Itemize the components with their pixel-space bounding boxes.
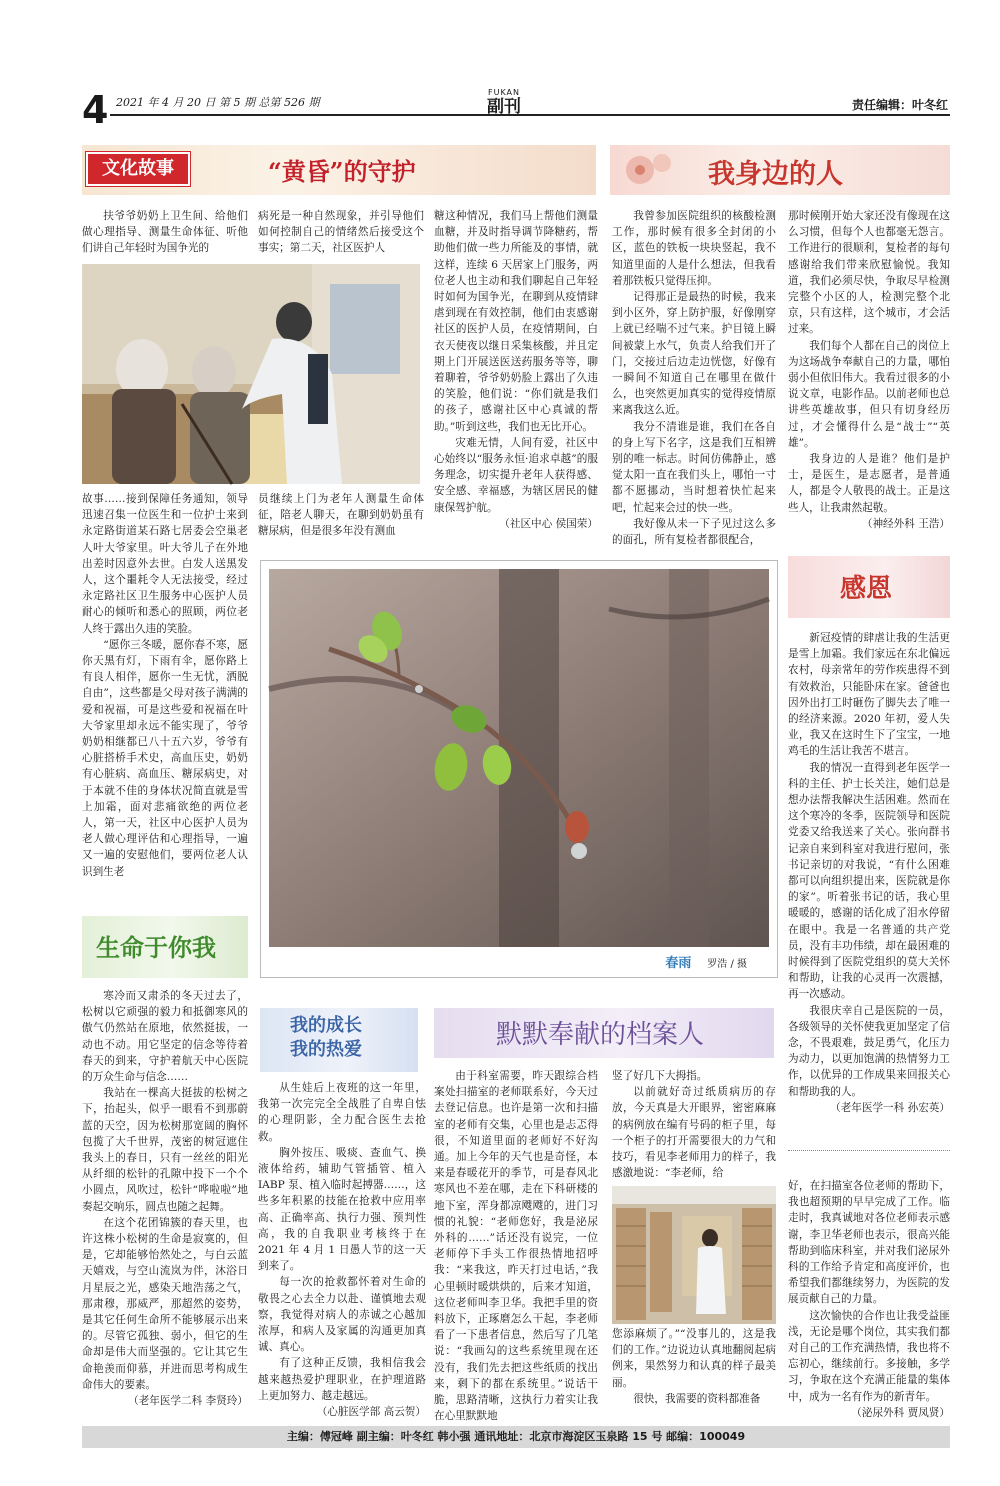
story2-title: 我身边的人 [708, 159, 843, 190]
story6-col3 [788, 1178, 950, 1419]
paragraph: 我曾参加医院组织的核酸检测工作，那时候有很多全封闭的小区，蓝色的铁板一块块竖起，我不知道里面的人是什么想法，但我看着那铁板只觉得压抑。 [612, 210, 776, 287]
paragraph: 好，在扫描室各位老师的帮助下，我也超预期的早早完成了工作。临走时，我真诚地对各位老师表示感谢，李卫华老师也表示，很高兴能帮助到临床科室，并对我们泌尿外科的工作给予肯定和高度评价，也希望我们都继续努力，为医院的发展贡献自己的力量。 [788, 1180, 950, 1306]
footer-credits: 主编：傅冠峰 副主编：叶冬红 韩小强 通讯地址：北京市海淀区玉泉路 15 号 邮编：100049 [82, 1426, 950, 1448]
story1-title: “黄昏”的守护 [268, 157, 416, 186]
story5-title-line1: 我的成长 [290, 1015, 362, 1036]
story3-body [788, 630, 950, 1114]
issue-date: 2021 年 4 月 20 日 第 5 期 总第 526 期 [116, 96, 320, 109]
signature: （心脏医学部 高云贺） [316, 1406, 426, 1419]
signature: （老年医学一科 孙宏英） [830, 1101, 950, 1114]
responsible-editor: 责任编辑：叶冬红 [851, 98, 948, 112]
paragraph: 胸外按压、吸痰、查血气、换液体给药，辅助气管插管、植入 IABP 泵、植入临时起搏器……，这些多年积累的技能在抢救中应用率高、正确率高、执行力强、预判性高，我的自我职业考核终于在 2021 年 4 月 1 日愚人节的这一天到来了。 [258, 1146, 426, 1273]
masthead-zh: 副刊 [487, 97, 521, 117]
paragraph: 在这个花团锦簇的春天里，也许这株小松树的生命是寂寞的，但是，它却能够怡然处之，与白云蓝天嬉戏，与空山流岚为伴，沐浴日月星辰之光，感染天地浩荡之气，那肃穆，那威严，那超然的姿势，是其它任何生命所不能够展示出来的。尽管它孤独、弱小，但它的生命却是伟大而坚强的。它让其它生命艳羡而仰慕，并进而思考构成生命伟大的要素。 [82, 1216, 248, 1391]
paragraph: 很快，我需要的资料都准备 [633, 1392, 761, 1405]
signature: （社区中心 侯国荣） [499, 517, 598, 530]
masthead-en: FUKAN [487, 88, 521, 97]
paragraph: 每一次的抢救都怀着对生命的敬畏之心去全力以赴、谨慎地去观察，我觉得对病人的赤诚之心越加浓厚，和病人及家属的沟通更加真诚、真心。 [258, 1276, 426, 1354]
story4-title: 生命于你我 [96, 933, 216, 962]
story1-col2-bottom [258, 491, 424, 543]
story5-title-line2: 我的热爱 [290, 1039, 362, 1060]
spring-rain-photo [269, 569, 769, 947]
paragraph: 扶爷爷奶奶上卫生间、给他们做心理指导、测量生命体征、听他们讲自己年轻时为国争光的 [82, 210, 248, 255]
story5-title [290, 1014, 362, 1062]
paragraph: 竖了好几下大拇指。 [612, 1070, 708, 1082]
paragraph: 那时候刚开始大家还没有像现在这么习惯，但每个人也都毫无怨言。工作进行的很顺利，复检者的每句感谢给我们带来欣慰愉悦。我知道，我们必须尽快，争取尽早检测完整个小区的人，检测完整个北京，只有这样，这个城市，才会活过来。 [788, 210, 950, 336]
story1-col2-top [258, 208, 424, 260]
paragraph: 我的情况一直得到老年医学一科的主任、护士长关注，她们总是想办法帮我解决生活困难。然而在这个寒冷的冬季，医院领导和医院党委又给我送来了关心。张向群书记亲自来到科室对我进行慰问，张书记亲切的对我说，“有什么困难都可以向组织提出来，医院就是你的家”。听着张书记的话，我心里暖暖的，感谢的话化成了泪水停留在眼中。我是一名普通的共产党员，没有丰功伟绩，却在最困难的时候得到了医院党组织的莫大关怀和帮助，让我的心灵再一次震撼，再一次感动。 [788, 761, 950, 1001]
signature: （神经外科 王浩） [861, 517, 950, 530]
story6-col1 [434, 1068, 598, 1423]
paragraph: 新冠疫情的肆虐让我的生活更是雪上加霜。我们家远在东北偏远农村，母亲常年的劳作疾患得不到有效救治，只能卧床在家。爸爸也因外出打工时砸伤了脚失去了唯一的经济来源。2020 年初，爱人失业，我又在这时生下了宝宝，一地鸡毛的生活让我苦不堪言。 [788, 632, 950, 758]
paragraph: 我好像从未一下子见过这么多的面孔，所有复检者都很配合， [612, 517, 776, 547]
paragraph: 糖这种情况，我们马上帮他们测量血糖，并及时指导调节降糖药，帮助他们做一些力所能及的事情，就这样，连续 6 天居家上门服务，两位老人也主动和我们聊起自己年轻时如何为国争光，在聊到从疫情肆虐到现在有效控制，他们由衷感谢社区的医护人员，在疫情期间，白衣天使夜以继日采集核酸，并且定期上门开展送医送药服务等等，聊着聊着，爷爷奶奶脸上露出了久违的笑脸，他们说：“你们就是我们的孩子，感谢社区中心真诚的帮助。”听到这些，我们也无比开心。 [434, 210, 598, 433]
story6-col2-bottom [612, 1326, 776, 1408]
section-tag: 文化故事 [86, 152, 190, 186]
paragraph: 我很庆幸自己是医院的一员，各级领导的关怀使我更加坚定了信念，不畏艰难，鼓足勇气，化压力为动力，以更加饱满的热情努力工作，以优异的工作成果来回报关心和帮助我的人。 [788, 1004, 950, 1098]
paragraph: 故事……接到保障任务通知，领导迅速召集一位医生和一位护士来到永定路街道某石路七居委会空巢老人叶大爷家里。叶大爷儿子在外地出差时因意外去世。白发人送黑发人，这个噩耗令人无法接受，经过永定路社区卫生服务中心医护人员耐心的倾听和悉心的照顾，两位老人终于露出久违的笑脸。 [82, 493, 248, 635]
paragraph: 灾难无情，人间有爱，社区中心始终以“服务永恒·追求卓越”的服务理念，切实提升老年人获得感、安全感、幸福感，为辖区居民的健康保驾护航。 [434, 436, 598, 514]
paragraph: 由于科室需要，昨天跟综合档案处扫描室的老师联系好，今天过去登记信息。也许是第一次和扫描室的老师有交集，心里也是忐忑得很，不知道里面的老师好不好沟通。加上今年的天气也是奇怪，本来是春暖花开的季节，可是春风北寒风也不差在哪，走在下科研楼的地下室，浑身都凉飕飕的，进门习惯的礼貌：“老师您好，我是泌尿外科的……”话还没有说完，一位老师停下手头工作很热情地招呼我：“来我这，昨天打过电话，”我心里顿时暖烘烘的，后来才知道，这位老师叫李卫华。我把手里的资料放下，正琢磨怎么干起，李老师看了一下患者信息，然后写了几笔说：“我画勾的这些系统里现在还没有，我们先去把这些纸质的找出来，剩下的都在系统里。”说话干脆，思路清晰，这执行力着实让我在心里默默地 [434, 1070, 598, 1423]
story1-col3 [434, 208, 598, 548]
photo-caption [665, 952, 747, 971]
spring-rain-photo-frame [260, 560, 778, 978]
paragraph: 这次愉快的合作也让我受益匪浅，无论是哪个岗位，其实我们都对自己的工作充满热情，我也将不忘初心，继续前行。多接触，多学习，争取在这个充满正能量的集体中，成为一名有作为的新青年。 [788, 1309, 950, 1403]
flower-decoration-icon [610, 145, 700, 195]
page-number: 4 [82, 88, 109, 132]
paragraph: “愿你三冬暖，愿你春不寒，愿你天黑有灯，下雨有伞，愿你路上有良人相伴，愿你一生无忧，洒脱自由”，这些都是父母对孩子满满的爱和祝福，可是这些爱和祝福在叶大爷家里却永远不能实现了，爷爷奶奶相继都已八十五六岁，爷爷有心脏搭桥手术史，高血压史，奶奶有心脏病、高血压、糖尿病史，对于本就不佳的身体状况简直就是雪上加霜，面对悲痛欲绝的两位老人，第一天，社区中心医护人员为老人做心理评估和心理指导，一遍又一遍的安慰他们，要两位老人认识到生老 [82, 638, 248, 878]
story6-title: 默默奉献的档案人 [496, 1020, 705, 1050]
paragraph: 我们每个人都在自己的岗位上为这场战争奉献自己的力量，哪怕弱小但依旧伟大。我看过很多的小说文章，电影作品。以前老师也总讲些英雄故事，但只有切身经历过，才会懂得什么是“战士”“英雄”。 [788, 339, 950, 449]
paragraph: 从生娃后上夜班的这一年里，我第一次完完全全战胜了自卑自怯的心理阴影，全力配合医生去抢救。 [258, 1082, 426, 1143]
story1-col1-top [82, 208, 248, 260]
elderly-care-photo [82, 264, 420, 484]
paragraph: 您添麻烦了。”“没事儿的，这是我们的工作。”边说边认真地翻阅起病例来，果然努力和认真的样子最美丽。 [612, 1328, 776, 1389]
paragraph: 记得那正是最热的时候，我来到小区外，穿上防护服，好像刚穿上就已经喘不过气来。护目镜上瞬间被蒙上水气，负责人给我们开了门，交接过后边走边恍惚，好像有一瞬间不知道自己在哪里在做什么，也突然更加真实的觉得疫情原来离我这么近。 [612, 291, 776, 417]
story2-col1 [612, 208, 776, 548]
paragraph: 以前就好奇过纸质病历的存放，今天真是大开眼界，密密麻麻的病例放在编有号码的柜子里，每一个柜子的打开需要很大的力气和技巧，看见李老师用力的样子，我感激地说：“李老师，给 [612, 1086, 776, 1180]
story1-col1-bottom [82, 491, 248, 883]
story5-body [258, 1080, 426, 1419]
story6-col2-top [612, 1068, 776, 1184]
signature: （老年医学二科 李贤玲） [128, 1395, 248, 1408]
paragraph: 有了这种正反馈，我相信我会越来越热爱护理职业，在护理道路上更加努力、越走越远。 [258, 1357, 426, 1402]
archive-room-photo [612, 1186, 776, 1324]
photo-caption-title: 春雨 [665, 956, 692, 971]
header-rule [110, 114, 950, 116]
masthead [480, 88, 528, 117]
paragraph: 我站在一棵高大挺拔的松树之下，抬起头，似乎一眼看不到那蔚蓝的天空，因为松树那宽阔的胸怀包揽了大千世界，茂密的树冠遮住我头上的春日，只有一丝丝的阳光从纤细的松针的孔隙中投下一个个小圆点，风吹过，松针“哗啦啦”地奏起交响乐，圆点也随之起舞。 [82, 1087, 248, 1213]
story2-col2 [788, 208, 950, 528]
signature: （泌尿外科 贾凤贤） [851, 1406, 950, 1419]
photo-caption-credit: 罗浩 / 摄 [707, 959, 747, 970]
paragraph: 我分不清谁是谁，我们在各自的身上写下名字，这是我们互相辨别的唯一标志。时间仿佛静止，感觉太阳一直在我们头上，哪怕一寸都不愿挪动，当时想着快忙起来吧，忙起来会过的快一些。 [612, 420, 776, 514]
story4-body [82, 988, 248, 1408]
story3-title: 感恩 [840, 574, 893, 604]
divider [788, 1150, 950, 1151]
paragraph: 我身边的人是谁？他们是护士，是医生，是志愿者，是普通人，都是令人敬畏的战士。正是这些人，让我肃然起敬。 [788, 453, 950, 514]
paragraph: 病死是一种自然现象，并引导他们如何控制自己的情绪然后接受这个事实；第二天，社区医护人 [258, 210, 424, 255]
paragraph: 寒冷而又肃杀的冬天过去了，松树以它顽强的毅力和抵御寒风的傲气仍然站在原地，依然挺拔，一动也不动。用它坚定的信念等待着春天的到来，守护着航天中心医院的万众生命与信念…… [82, 990, 248, 1084]
paragraph: 员继续上门为老年人测量生命体征，陪老人聊天，在聊到奶奶虽有糖尿病，但是很多年没有测血 [258, 493, 424, 538]
